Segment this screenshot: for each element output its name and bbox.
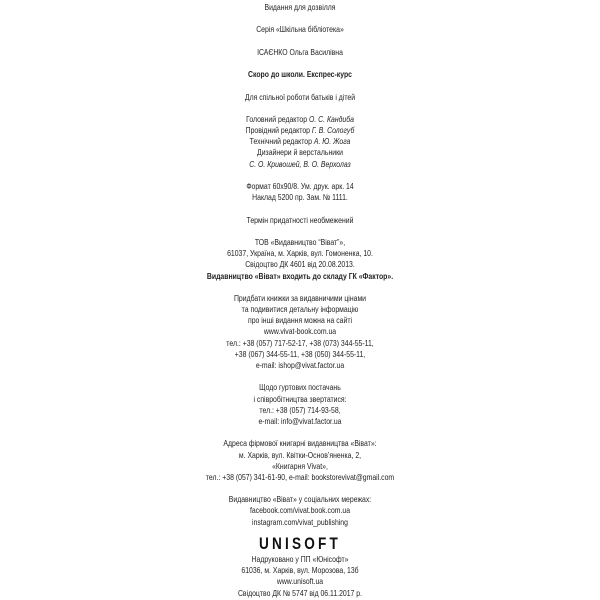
- imprint-page: [0, 2, 600, 599]
- series-group: [0, 24, 600, 35]
- shelf-life-line: [0, 215, 600, 226]
- website-link[interactable]: www.vivat-book.com.ua: [263, 326, 337, 337]
- text-segment: і співробітництва звертатися:: [253, 393, 347, 404]
- text-segment: м. Харків, вул. Квітки-Основ’яненка, 2,: [238, 449, 362, 460]
- social-info-group: [0, 494, 600, 528]
- purchase-info-line: [0, 338, 600, 349]
- text-segment: e-mail: info@vivat.factor.ua: [258, 415, 342, 426]
- printer-certificate: Свідоцтво ДК № 5747 від 06.11.2017 р.: [237, 587, 363, 598]
- printer-website-link[interactable]: www.unisoft.ua: [276, 576, 324, 587]
- purchase-info-group: [0, 293, 600, 371]
- text-segment: 61037, Україна, м. Харків, вул. Гомоненка, 10.: [227, 248, 373, 259]
- editors-line: [0, 114, 600, 125]
- book-title-group: [0, 69, 600, 80]
- editors-line: [0, 136, 600, 147]
- print-format-line: [0, 192, 600, 203]
- text-segment: Серія «Шкільна бібліотека»: [256, 24, 344, 35]
- text-segment: e-mail: ishop@vivat.factor.ua: [255, 360, 345, 370]
- subtitle-group: [0, 92, 600, 103]
- purchase-info-line: [0, 315, 600, 326]
- text-segment: Видання для дозвілля: [264, 2, 336, 12]
- publisher-line: [0, 248, 600, 259]
- wholesale-info-line: [0, 416, 600, 427]
- social-info-line: [0, 517, 600, 528]
- text-segment: Адреса фірмової книгарні видавництва «Віват»:: [223, 438, 377, 449]
- series-line: [0, 24, 600, 35]
- text-segment: Придбати книжки за видавничими цінами: [233, 292, 367, 303]
- imprint-groups: [0, 2, 600, 528]
- person-name: А. Ю. Жога: [313, 136, 351, 147]
- text-segment: Наклад 5200 пр. Зам. № 1111.: [252, 192, 348, 203]
- text-segment: Видавництво «Віват» у соціальних мережах:: [228, 494, 372, 505]
- bookstore-info-line: [0, 461, 600, 472]
- purchase-info-line: [0, 326, 600, 337]
- text-segment: Термін придатності необмежений: [246, 214, 354, 225]
- text-segment: Скоро до школи. Експрес-курс: [248, 69, 352, 80]
- purchase-info-line: [0, 360, 600, 371]
- website-link[interactable]: instagram.com/vivat_publishing: [252, 516, 348, 527]
- text-segment: Формат 60х90/8. Ум. друк. арк. 14: [246, 181, 354, 191]
- unisoft-logo: UNISOFT: [258, 534, 342, 553]
- bookstore-info-group: [0, 438, 600, 483]
- person-name: Г. В. Сологуб: [311, 125, 355, 136]
- publisher-line: [0, 259, 600, 270]
- wholesale-info-line: [0, 394, 600, 405]
- editors-line: [0, 159, 600, 170]
- text-segment: Технічний редактор: [249, 136, 314, 147]
- text-segment: ТОВ «Видавництво “Віват”»,: [254, 236, 346, 247]
- text-segment: про інші видання можна на сайті: [247, 315, 353, 326]
- wholesale-info-line: [0, 382, 600, 393]
- text-segment: Видавництво «Віват» входить до складу ГК «Фактор».: [206, 270, 394, 281]
- text-segment: та подивитися детальну інформацію: [241, 304, 359, 315]
- text-segment: Дизайнери й верстальники: [257, 147, 343, 158]
- text-segment: ІСАЄНКО Ольга Василівна: [257, 46, 343, 57]
- text-segment: +38 (067) 344-55-11, +38 (050) 344-55-11,: [234, 348, 366, 359]
- text-segment: Щодо гуртових постачань: [259, 382, 341, 393]
- purchase-info-line: [0, 349, 600, 360]
- wholesale-info-line: [0, 405, 600, 416]
- text-segment: тел.: +38 (057) 341-61-90, e-mail: bookstorevivat@gmail.com: [205, 471, 395, 482]
- printer-address: 61036, м. Харків, вул. Морозова, 13б: [241, 565, 359, 576]
- text-segment: тел.: +38 (057) 717-52-17, +38 (073) 344-55-11,: [226, 337, 374, 348]
- text-segment: тел.: +38 (057) 714-93-58,: [259, 404, 341, 415]
- edition-note-group: [0, 2, 600, 13]
- text-segment: Головний редактор: [246, 113, 309, 124]
- publisher-group: [0, 237, 600, 282]
- editors-line: [0, 147, 600, 158]
- purchase-info-line: [0, 293, 600, 304]
- social-info-line: [0, 494, 600, 505]
- printer-name: Надруковано у ПП «Юнісофт»: [251, 554, 349, 564]
- subtitle-line: [0, 92, 600, 103]
- author-group: [0, 47, 600, 58]
- bookstore-info-line: [0, 472, 600, 483]
- print-format-line: [0, 181, 600, 192]
- publisher-line: [0, 271, 600, 282]
- author-line: [0, 47, 600, 58]
- editors-group: [0, 114, 600, 170]
- edition-note-line: [0, 2, 600, 13]
- text-segment: Провідний редактор: [245, 125, 312, 136]
- social-info-line: [0, 505, 600, 516]
- text-segment: Для спільної роботи батьків і дітей: [244, 91, 356, 102]
- purchase-info-line: [0, 304, 600, 315]
- print-format-group: [0, 181, 600, 203]
- text-segment: Свідоцтво ДК 4601 від 20.08.2013.: [245, 259, 355, 270]
- publisher-line: [0, 237, 600, 248]
- printer-block: [0, 534, 600, 599]
- bookstore-info-line: [0, 438, 600, 449]
- shelf-life-group: [0, 215, 600, 226]
- editors-line: [0, 125, 600, 136]
- website-link[interactable]: facebook.com/vivat.book.com.ua: [249, 505, 351, 516]
- wholesale-info-group: [0, 382, 600, 427]
- text-segment: «Книгарня Vivat»,: [272, 460, 328, 471]
- person-name: С. О. Кривошей, В. О. Верхолаз: [249, 158, 351, 169]
- bookstore-info-line: [0, 450, 600, 461]
- person-name: О. С. Кандиба: [309, 113, 354, 124]
- book-title-line: [0, 69, 600, 80]
